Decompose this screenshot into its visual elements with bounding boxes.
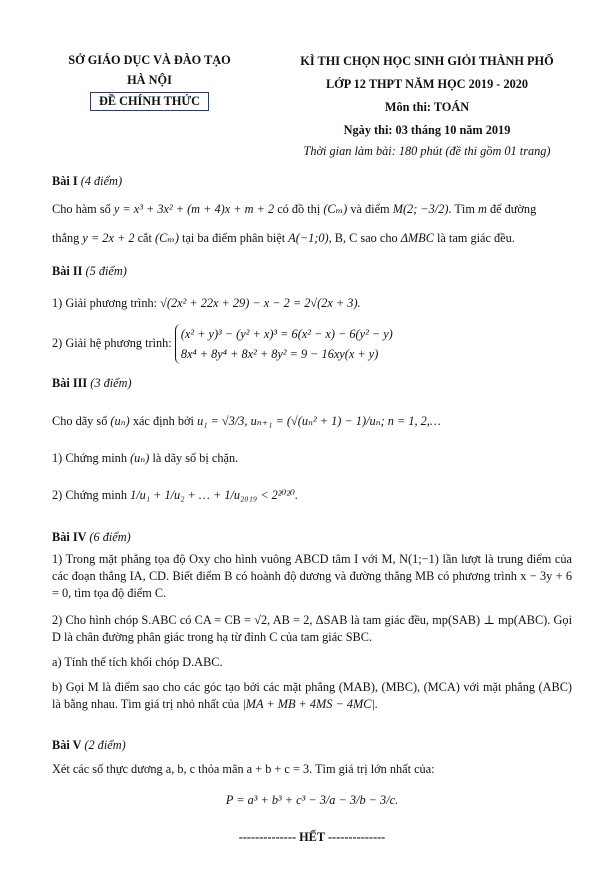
question-2: 2) Chứng minh 1/u₁ + 1/u₂ + … + 1/u₂₀₁₉ < 2²⁰²⁰. [52,488,299,502]
footer-end: -------------- HẾT -------------- [238,830,386,844]
official-badge: ĐỀ CHÍNH THỨC [90,92,209,111]
question-2: 2) Cho hình chóp S.ABC có CA = CB = √2, AB = 2, ΔSAB là tam giác đều, mp(SAB) ⊥ mp(ABC). Gọi D là chân đường phân giác trong hạ từ đỉnh C của tam giác SBC. [52,613,572,644]
problem-3 [52,376,572,504]
header-right [282,50,572,160]
problem-text-2: thẳng y = 2x + 2 cắt (Cₘ) tại ba điểm phân biệt A(−1;0), B, C sao cho ΔMBC là tam giác đều. [52,231,515,245]
problem-4 [52,530,572,713]
problem-2 [52,264,572,364]
problem-title: Bài III (3 điểm) [52,376,132,390]
city: HÀ NỘI [127,73,172,87]
equation-system: (x² + y)³ − (y² + x)³ = 6(x² − x) − 6(y² − y) 8x⁴ + 8y⁴ + 8x² + 8y² = 9 − 16xy(x + y) [175,324,393,364]
question-1: 1) Trong mặt phẳng tọa độ Oxy cho hình vuông ABCD tâm I với M, N(1;−1) lần lượt là trung điểm của các đoạn thẳng IA, CD. Biết điểm B có hoành độ dương và đường thẳng MB có phương trình x − 3y + 6 = 0, tìm tọa độ điểm C. [52,552,572,600]
question-2b: b) Gọi M là điểm sao cho các góc tạo bởi các mặt phẳng (MAB), (MBC), (MCA) với mặt phẳng (ABC) là bằng nhau. Tìm giá trị nhỏ nhất của |MA + MB + 4MS − 4MC|. [52,680,572,711]
problem-text: Xét các số thực dương a, b, c thỏa mãn a + b + c = 3. Tìm giá trị lớn nhất của: [52,762,435,776]
sequence-definition: Cho dãy số (uₙ) xác định bởi u₁ = √3/3, uₙ₊₁ = (√(uₙ² + 1) − 1)/uₙ; n = 1, 2,… [52,414,441,428]
exam-subject: Môn thi: TOÁN [384,100,470,114]
question-1: 1) Chứng minh (uₙ) là dãy số bị chặn. [52,451,239,465]
department: SỞ GIÁO DỤC VÀ ĐÀO TẠO [68,53,231,67]
problem-5 [52,738,572,809]
question-1: 1) Giải phương trình: √(2x² + 22x + 29) − x − 2 = 2√(2x + 3). [52,296,361,310]
problem-title: Bài V (2 điểm) [52,738,126,752]
problem-text: Cho hàm số y = x³ + 3x² + (m + 4)x + m + 2 có đồ thị (Cₘ) và điểm M(2; −3/2). Tìm m để đường [52,202,537,216]
exam-grade: LỚP 12 THPT NĂM HỌC 2019 - 2020 [325,77,529,91]
problem-title: Bài I (4 điểm) [52,174,123,188]
problem-1 [52,174,572,247]
exam-date: Ngày thi: 03 tháng 10 năm 2019 [343,123,511,137]
problem-title: Bài IV (6 điểm) [52,530,131,544]
exam-time: Thời gian làm bài: 180 phút (đề thi gồm 01 trang) [303,144,551,158]
exam-name: KÌ THI CHỌN HỌC SINH GIỎI THÀNH PHỐ [300,54,554,68]
question-2a: a) Tính thể tích khối chóp D.ABC. [52,655,223,669]
expression: P = a³ + b³ + c³ − 3/a − 3/b − 3/c. [225,793,399,807]
question-2: 2) Giải hệ phương trình: (x² + y)³ − (y² + x)³ = 6(x² − x) − 6(y² − y) 8x⁴ + 8y⁴ + 8x² + 8y² = 9 − 16xy(x + y) [52,324,572,364]
problem-title: Bài II (5 điểm) [52,264,127,278]
header-left [52,50,247,111]
